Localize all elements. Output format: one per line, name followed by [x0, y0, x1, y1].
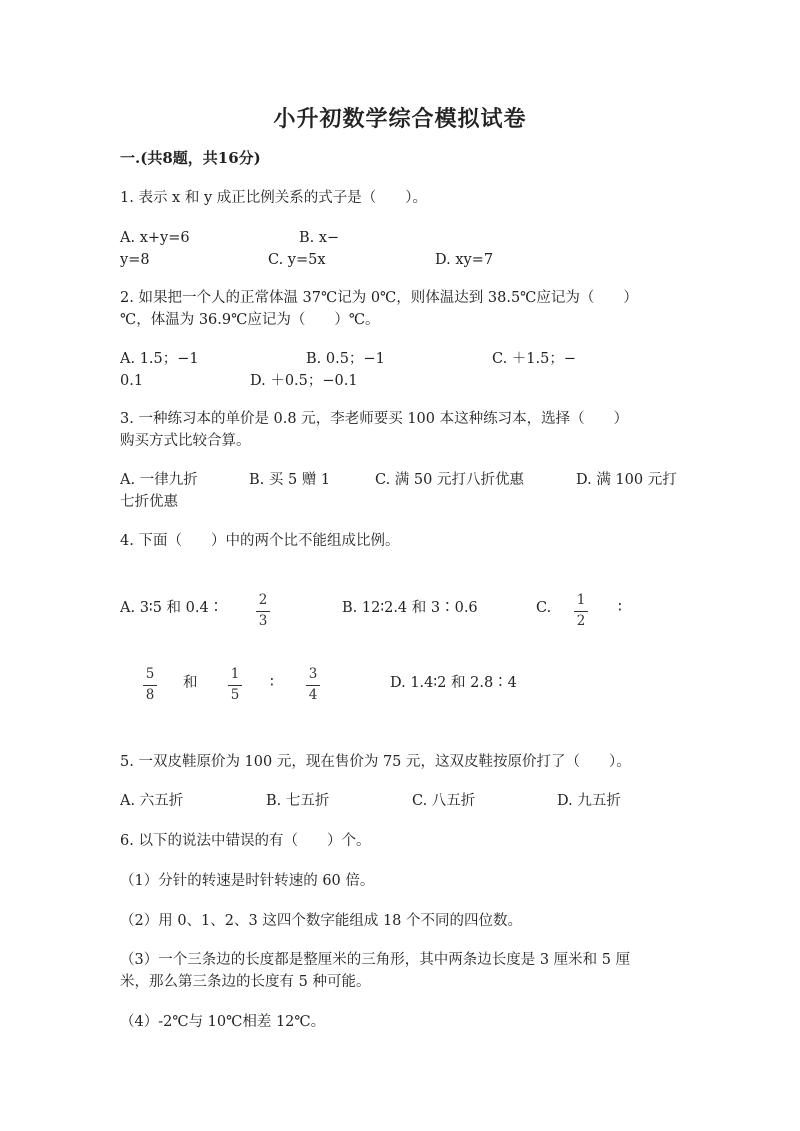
q4-option-c-label: C. — [536, 600, 552, 616]
q2-option-b: B. 0.5；−1 — [306, 351, 385, 367]
q4-option-c-fraction-4 — [306, 668, 320, 702]
q4-option-c-fraction-2 — [143, 668, 157, 702]
q6-statement-1: （1）分针的转速是时针转速的 60 倍。 — [120, 873, 375, 889]
page-title: 小升初数学综合模拟试卷 — [273, 106, 527, 132]
q5-option-d: D. 九五折 — [557, 793, 621, 809]
q2-option-c-line1: C. ＋1.5；− — [492, 351, 577, 367]
q2-option-c-line2: 0.1 — [120, 373, 144, 389]
question-6-stem: 6. 以下的说法中错误的有（ ）个。 — [120, 833, 371, 849]
q4-and-word: 和 — [183, 675, 198, 691]
fraction-denominator: 4 — [308, 686, 318, 703]
fraction-numerator: 2 — [258, 592, 268, 608]
fraction-denominator: 3 — [258, 612, 268, 629]
question-2-stem-line1: 2. 如果把一个人的正常体温 37℃记为 0℃，则体温达到 38.5℃应记为（ ） — [120, 290, 638, 306]
q2-option-d: D. ＋0.5；−0.1 — [250, 373, 358, 389]
fraction-numerator: 1 — [230, 666, 240, 682]
question-3-stem-line2: 购买方式比较合算。 — [120, 433, 251, 449]
q1-option-c: C. y=5x — [268, 252, 326, 268]
section-heading: 一.(共8题，共16分) — [120, 149, 261, 167]
fraction-numerator: 1 — [576, 592, 586, 608]
q1-option-b-line1: B. x− — [299, 230, 340, 246]
q3-option-b: B. 买 5 赠 1 — [249, 472, 331, 488]
q1-option-b-line2: y=8 — [120, 252, 150, 268]
question-5-stem: 5. 一双皮鞋原价为 100 元，现在售价为 75 元，这双皮鞋按原价打了（ ）。 — [120, 754, 631, 770]
q4-option-a-fraction — [256, 594, 270, 628]
q4-option-c-fraction-1 — [574, 594, 588, 628]
q3-option-c: C. 满 50 元打八折优惠 — [375, 472, 524, 488]
q6-statement-3-line1: （3）一个三条边的长度都是整厘米的三角形，其中两条边长度是 3 厘米和 5 厘 — [120, 952, 631, 968]
q4-option-c-fraction-3 — [228, 668, 242, 702]
q4-option-a: A. 3∶5 和 0.4∶ — [120, 600, 224, 616]
q5-option-a: A. 六五折 — [120, 793, 184, 809]
q4-option-d: D. 1.4∶2 和 2.8∶4 — [390, 675, 517, 691]
q5-option-b: B. 七五折 — [266, 793, 330, 809]
q4-ratio-colon: ∶ — [618, 600, 622, 616]
question-2-stem-line2: ℃，体温为 36.9℃应记为（ ）℃。 — [120, 312, 380, 328]
fraction-denominator: 5 — [230, 686, 240, 703]
q6-statement-2: （2）用 0、1、2、3 这四个数字能组成 18 个不同的四位数。 — [120, 913, 523, 929]
fraction-numerator: 3 — [308, 666, 318, 682]
question-3-stem-line1: 3. 一种练习本的单价是 0.8 元，李老师要买 100 本这种练习本，选择（ ） — [120, 411, 629, 427]
q5-option-c: C. 八五折 — [412, 793, 476, 809]
q4-ratio-colon: ∶ — [270, 675, 274, 691]
fraction-denominator: 2 — [576, 612, 586, 629]
q3-option-d-line2: 七折优惠 — [120, 494, 178, 510]
q4-option-b: B. 12∶2.4 和 3∶0.6 — [342, 600, 478, 616]
fraction-numerator: 5 — [145, 666, 155, 682]
q3-option-a: A. 一律九折 — [120, 472, 198, 488]
q6-statement-4: （4）-2℃与 10℃相差 12℃。 — [120, 1014, 326, 1030]
q6-statement-3-line2: 米，那么第三条边的长度有 5 种可能。 — [120, 974, 371, 990]
q3-option-d-line1: D. 满 100 元打 — [576, 472, 677, 488]
question-1-stem: 1. 表示 x 和 y 成正比例关系的式子是（ ）。 — [120, 190, 427, 206]
q1-option-d: D. xy=7 — [435, 252, 494, 268]
q1-option-a: A. x+y=6 — [120, 230, 190, 246]
q2-option-a: A. 1.5；−1 — [120, 351, 199, 367]
fraction-denominator: 8 — [145, 686, 155, 703]
question-4-stem: 4. 下面（ ）中的两个比不能组成比例。 — [120, 533, 400, 549]
